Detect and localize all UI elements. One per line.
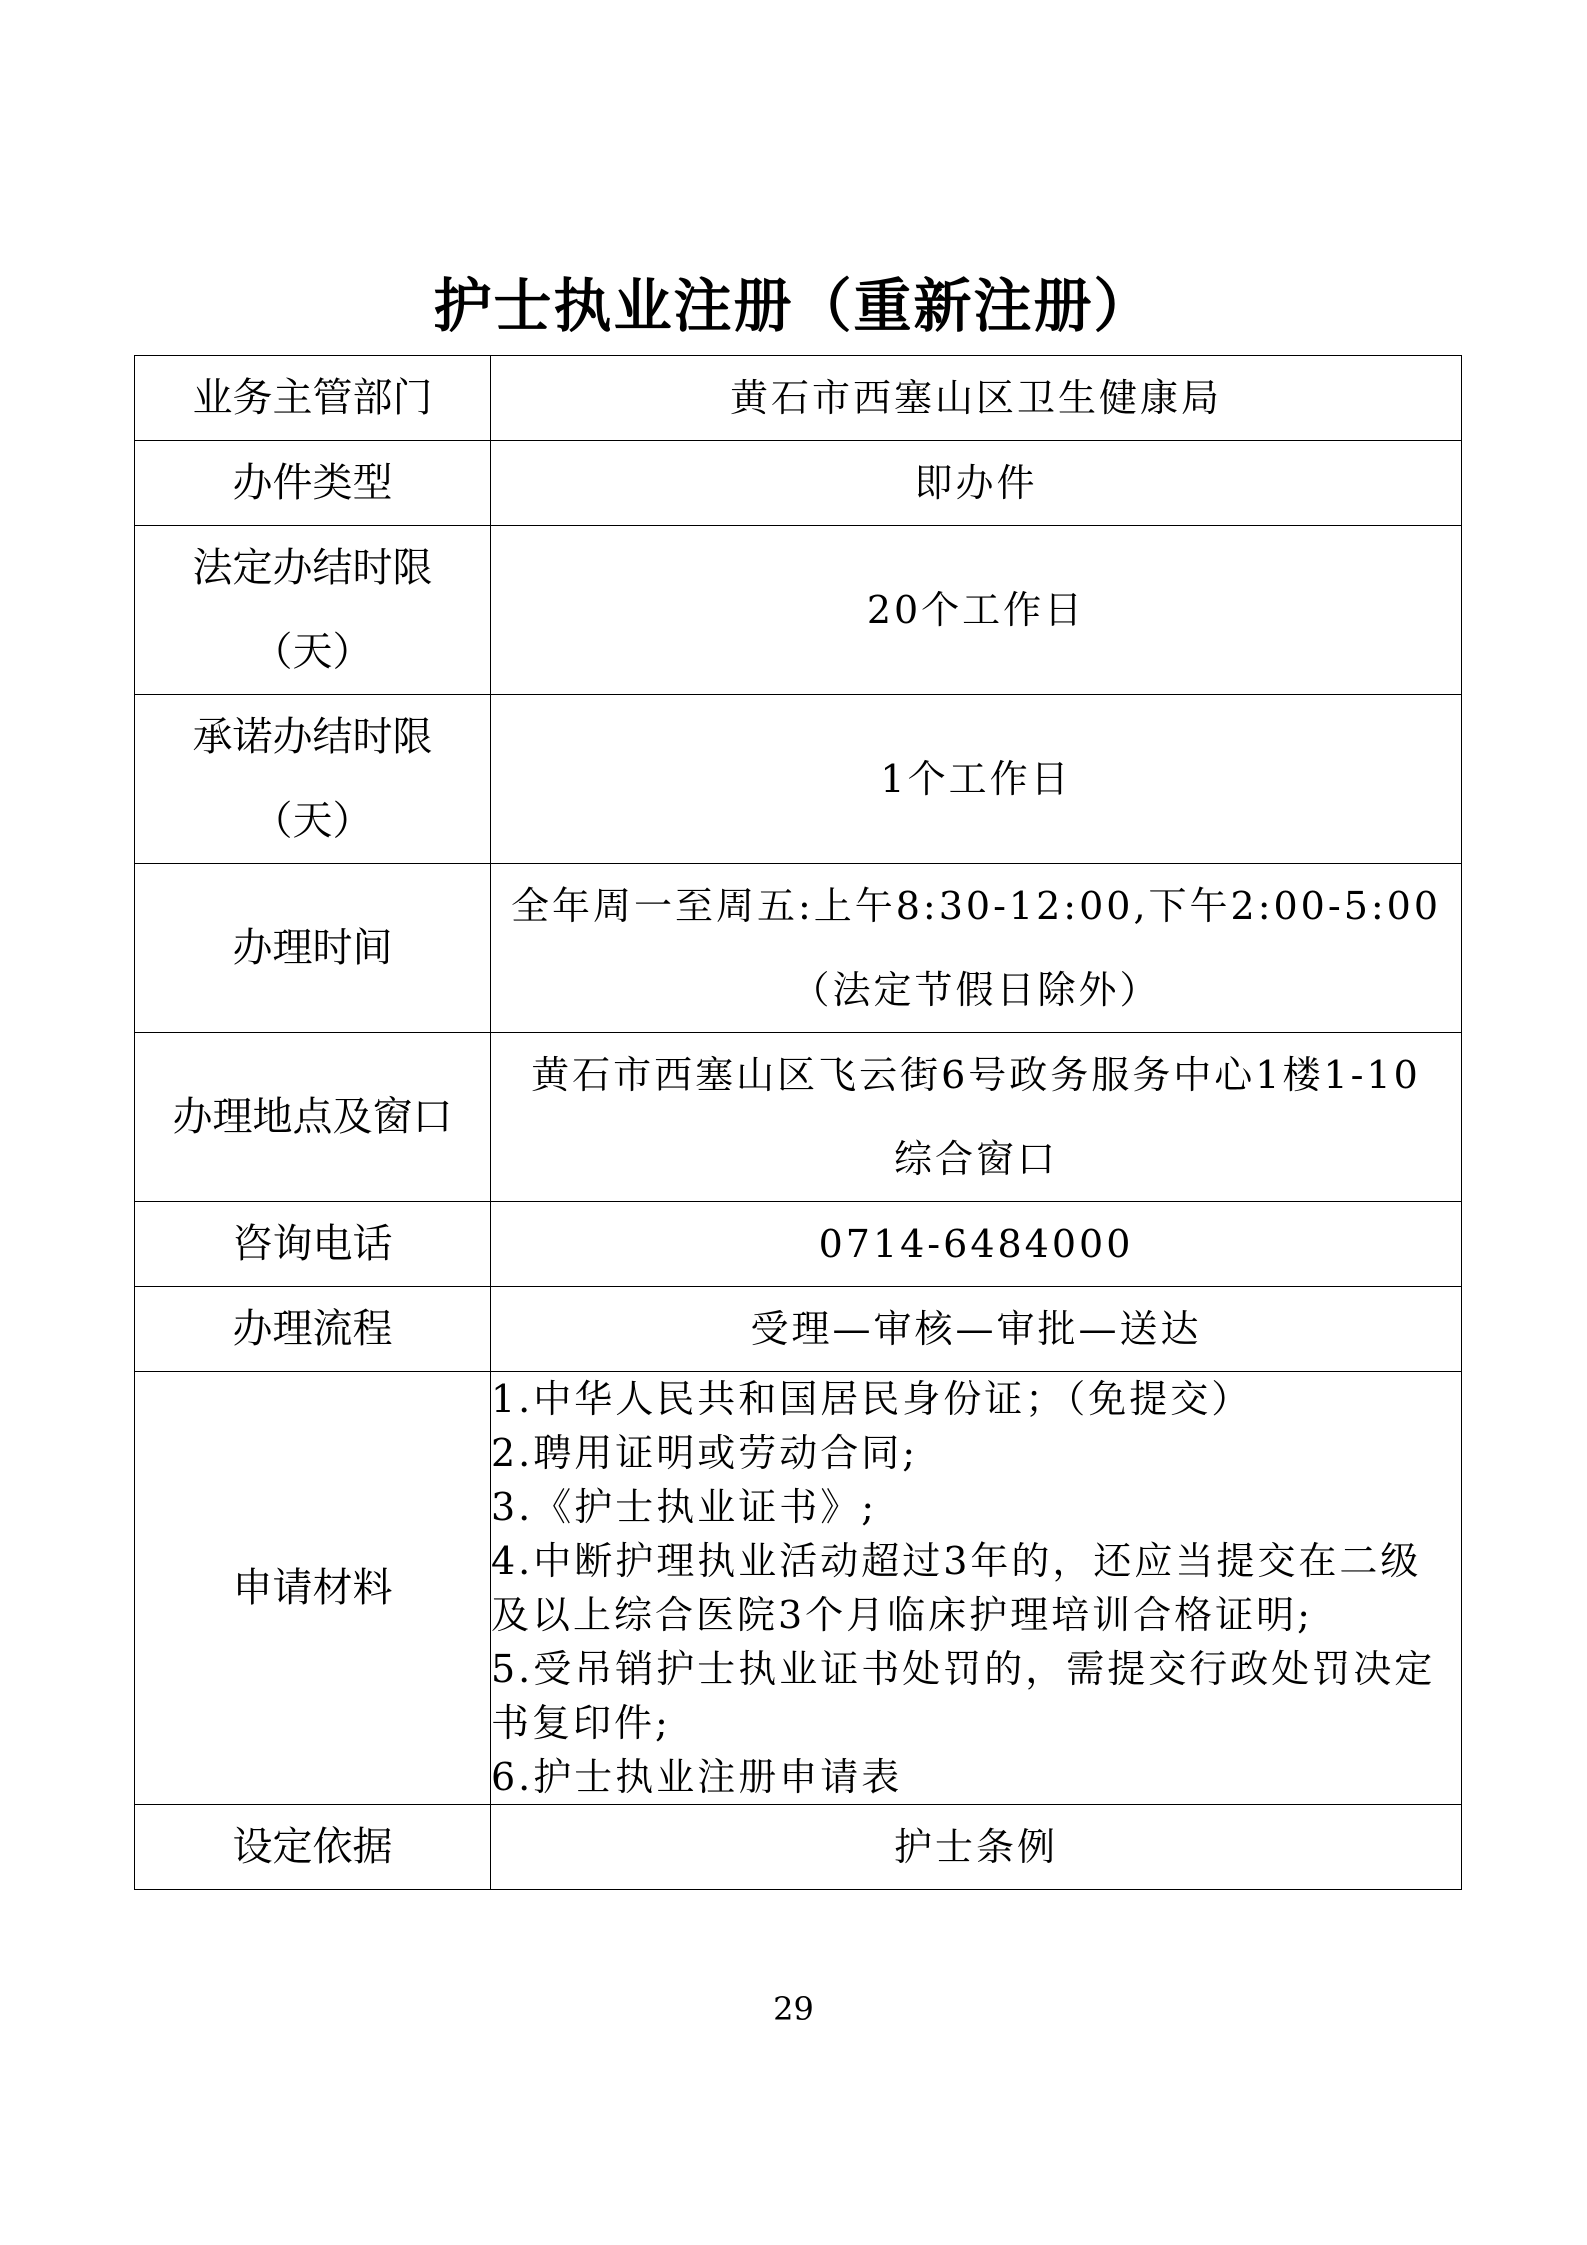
page-number: 29 <box>773 1990 814 2028</box>
basis-label: 设定依据 <box>135 1805 491 1890</box>
table-row-department <box>135 356 1462 441</box>
material-item: 5.受吊销护士执业证书处罚的，需提交行政处罚决定书复印件; <box>491 1647 1436 1745</box>
table-row-case-type <box>135 441 1462 526</box>
table-row-promised-limit <box>135 695 1462 864</box>
promised-limit-value: 1个工作日 <box>491 695 1462 864</box>
material-item: 4.中断护理执业活动超过3年的，还应当提交在二级及以上综合医院3个月临床护理培训合格证明; <box>491 1539 1422 1637</box>
office-hours-label: 办理时间 <box>135 864 491 1033</box>
office-hours-value-line2: （法定节假日除外） <box>791 968 1161 1012</box>
phone-label: 咨询电话 <box>135 1202 491 1287</box>
legal-limit-label-line1: 法定办结时限 <box>192 545 433 591</box>
basis-value: 护士条例 <box>491 1805 1462 1890</box>
legal-limit-value: 20个工作日 <box>491 526 1462 695</box>
service-info-table <box>134 355 1462 1890</box>
office-hours-value-line1: 全年周一至周五:上午8:30-12:00,下午2:00-5:00 <box>510 884 1442 928</box>
promised-limit-label-line2: （天） <box>252 798 373 844</box>
table-row-process <box>135 1287 1462 1372</box>
department-value: 黄石市西塞山区卫生健康局 <box>491 356 1462 441</box>
location-value-line2: 综合窗口 <box>893 1137 1058 1181</box>
table-row-legal-limit <box>135 526 1462 695</box>
promised-limit-label <box>135 695 491 864</box>
materials-list <box>491 1372 1462 1805</box>
process-value: 受理—审核—审批—送达 <box>491 1287 1462 1372</box>
table-row-materials <box>135 1372 1462 1805</box>
page-title: 护士执业注册（重新注册） <box>433 272 1154 340</box>
case-type-value: 即办件 <box>491 441 1462 526</box>
material-item: 3.《护士执业证书》; <box>491 1485 878 1529</box>
case-type-label: 办件类型 <box>135 441 491 526</box>
table-row-office-hours <box>135 864 1462 1033</box>
material-item: 1.中华人民共和国居民身份证；（免提交） <box>491 1377 1253 1421</box>
location-value-line1: 黄石市西塞山区飞云街6号政务服务中心1楼1-10 <box>531 1053 1421 1097</box>
location-value <box>491 1033 1462 1202</box>
table-row-phone <box>135 1202 1462 1287</box>
material-item: 6.护士执业注册申请表 <box>491 1755 903 1799</box>
department-label: 业务主管部门 <box>135 356 491 441</box>
materials-label: 申请材料 <box>135 1372 491 1805</box>
table-row-basis <box>135 1805 1462 1890</box>
legal-limit-label <box>135 526 491 695</box>
table-row-location <box>135 1033 1462 1202</box>
legal-limit-label-line2: （天） <box>252 629 373 675</box>
promised-limit-label-line1: 承诺办结时限 <box>192 714 433 760</box>
location-label: 办理地点及窗口 <box>135 1033 491 1202</box>
process-label: 办理流程 <box>135 1287 491 1372</box>
phone-value: 0714-6484000 <box>491 1202 1462 1287</box>
material-item: 2.聘用证明或劳动合同; <box>491 1431 919 1475</box>
office-hours-value <box>491 864 1462 1033</box>
